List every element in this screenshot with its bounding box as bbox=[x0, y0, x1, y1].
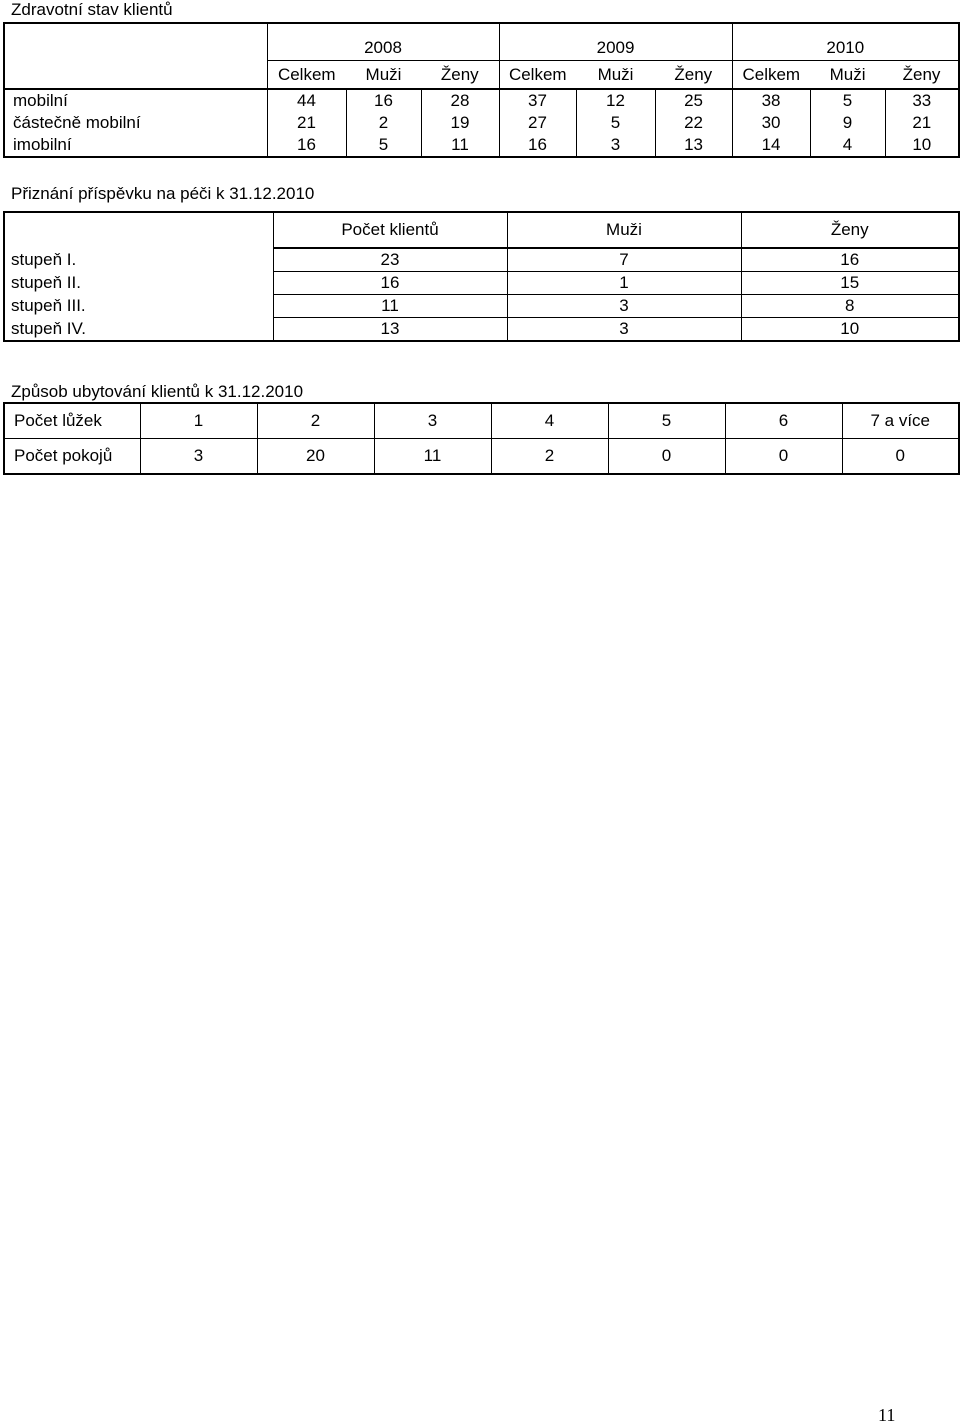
page-number: 11 bbox=[878, 1405, 896, 1425]
table-row bbox=[4, 403, 959, 439]
table-cell: 21 bbox=[885, 112, 959, 134]
health-table-title: Zdravotní stav klientů bbox=[11, 0, 173, 19]
table-cell: 11 bbox=[273, 295, 507, 318]
table-cell: 16 bbox=[267, 134, 346, 157]
table-row bbox=[4, 112, 959, 134]
table-cell: 0 bbox=[842, 439, 959, 475]
table-cell: 44 bbox=[267, 89, 346, 112]
table-cell: 9 bbox=[810, 112, 885, 134]
table-cell: 15 bbox=[741, 272, 959, 295]
table-cell: 16 bbox=[273, 272, 507, 295]
table-cell: 8 bbox=[741, 295, 959, 318]
row-label: Počet pokojů bbox=[14, 446, 113, 465]
row-label: stupeň I. bbox=[11, 249, 77, 269]
accommodation-table bbox=[3, 402, 960, 475]
column-header: Celkem bbox=[499, 61, 576, 90]
table-cell: 7 bbox=[507, 248, 741, 272]
header-row bbox=[4, 212, 959, 248]
table-cell: 16 bbox=[346, 89, 421, 112]
table-cell: 23 bbox=[273, 248, 507, 272]
column-header: Ženy bbox=[655, 61, 732, 90]
column-header: Ženy bbox=[885, 61, 959, 90]
column-header: Ženy bbox=[741, 212, 959, 248]
column-header: Muži bbox=[346, 61, 421, 90]
row-label: Počet lůžek bbox=[4, 403, 140, 439]
table-cell: 6 bbox=[725, 403, 842, 439]
table-cell: 5 bbox=[576, 112, 655, 134]
table-cell: 2 bbox=[257, 403, 374, 439]
table-cell: 21 bbox=[267, 112, 346, 134]
accommodation-table-title: Způsob ubytování klientů k 31.12.2010 bbox=[11, 382, 304, 401]
table-cell: 0 bbox=[608, 439, 725, 475]
column-header: Muži bbox=[507, 212, 741, 248]
column-header: Muži bbox=[576, 61, 655, 90]
corner-cell bbox=[4, 212, 273, 248]
table-cell: 3 bbox=[576, 134, 655, 157]
column-header: Ženy bbox=[421, 61, 499, 90]
corner-cell bbox=[4, 61, 267, 90]
health-status-table bbox=[3, 22, 960, 158]
row-label: stupeň III. bbox=[11, 296, 86, 315]
contribution-table-title: Přiznání příspěvku na péči k 31.12.2010 bbox=[11, 184, 315, 203]
column-header: Muži bbox=[810, 61, 885, 90]
table-cell: 28 bbox=[421, 89, 499, 112]
table-cell: 37 bbox=[499, 89, 576, 112]
column-header: Počet klientů bbox=[273, 212, 507, 248]
table-cell: 13 bbox=[273, 318, 507, 342]
table-cell: 5 bbox=[346, 134, 421, 157]
table-cell: 2 bbox=[491, 439, 608, 475]
table-cell: 3 bbox=[374, 403, 491, 439]
table-row bbox=[4, 318, 959, 342]
year-header: 2009 bbox=[499, 23, 732, 61]
table-cell: 3 bbox=[140, 439, 257, 475]
table-cell: 14 bbox=[732, 134, 810, 157]
table-row bbox=[4, 134, 959, 157]
table-cell: 25 bbox=[655, 89, 732, 112]
subheader-row bbox=[4, 61, 959, 90]
column-header: Celkem bbox=[267, 61, 346, 90]
table-cell: 7 a více bbox=[842, 403, 959, 439]
table-cell: 38 bbox=[732, 89, 810, 112]
care-contribution-table bbox=[3, 211, 960, 342]
table-row bbox=[4, 248, 959, 272]
row-label: mobilní bbox=[13, 91, 68, 110]
table-row bbox=[4, 295, 959, 318]
table-row bbox=[4, 272, 959, 295]
table-row bbox=[4, 439, 959, 475]
table-cell: 22 bbox=[655, 112, 732, 134]
table-cell: 1 bbox=[507, 272, 741, 295]
table-cell: 30 bbox=[732, 112, 810, 134]
table-cell: 4 bbox=[491, 403, 608, 439]
table-cell: 4 bbox=[810, 134, 885, 157]
year-header: 2010 bbox=[732, 23, 959, 61]
row-label: částečně mobilní bbox=[13, 113, 141, 132]
table-cell: 13 bbox=[655, 134, 732, 157]
table-cell: 0 bbox=[725, 439, 842, 475]
table-cell: 16 bbox=[499, 134, 576, 157]
table-cell: 5 bbox=[810, 89, 885, 112]
table-cell: 3 bbox=[507, 295, 741, 318]
row-label: imobilní bbox=[13, 135, 72, 154]
table-cell: 11 bbox=[421, 134, 499, 157]
year-header: 2008 bbox=[267, 23, 499, 61]
year-header-row bbox=[4, 23, 959, 61]
table-cell: 33 bbox=[885, 89, 959, 112]
table-cell: 1 bbox=[140, 403, 257, 439]
table-cell: 5 bbox=[608, 403, 725, 439]
table-row bbox=[4, 89, 959, 112]
table-cell: 2 bbox=[346, 112, 421, 134]
table-cell: 16 bbox=[741, 248, 959, 272]
column-header: Celkem bbox=[732, 61, 810, 90]
table-cell: 20 bbox=[257, 439, 374, 475]
table-cell: 10 bbox=[741, 318, 959, 342]
table-cell: 11 bbox=[374, 439, 491, 475]
table-cell: 12 bbox=[576, 89, 655, 112]
table-cell: 10 bbox=[885, 134, 959, 157]
row-label: stupeň II. bbox=[11, 273, 81, 292]
table-cell: 3 bbox=[507, 318, 741, 342]
corner-cell bbox=[4, 23, 267, 61]
row-label: stupeň IV. bbox=[11, 318, 86, 338]
table-cell: 19 bbox=[421, 112, 499, 134]
table-cell: 27 bbox=[499, 112, 576, 134]
